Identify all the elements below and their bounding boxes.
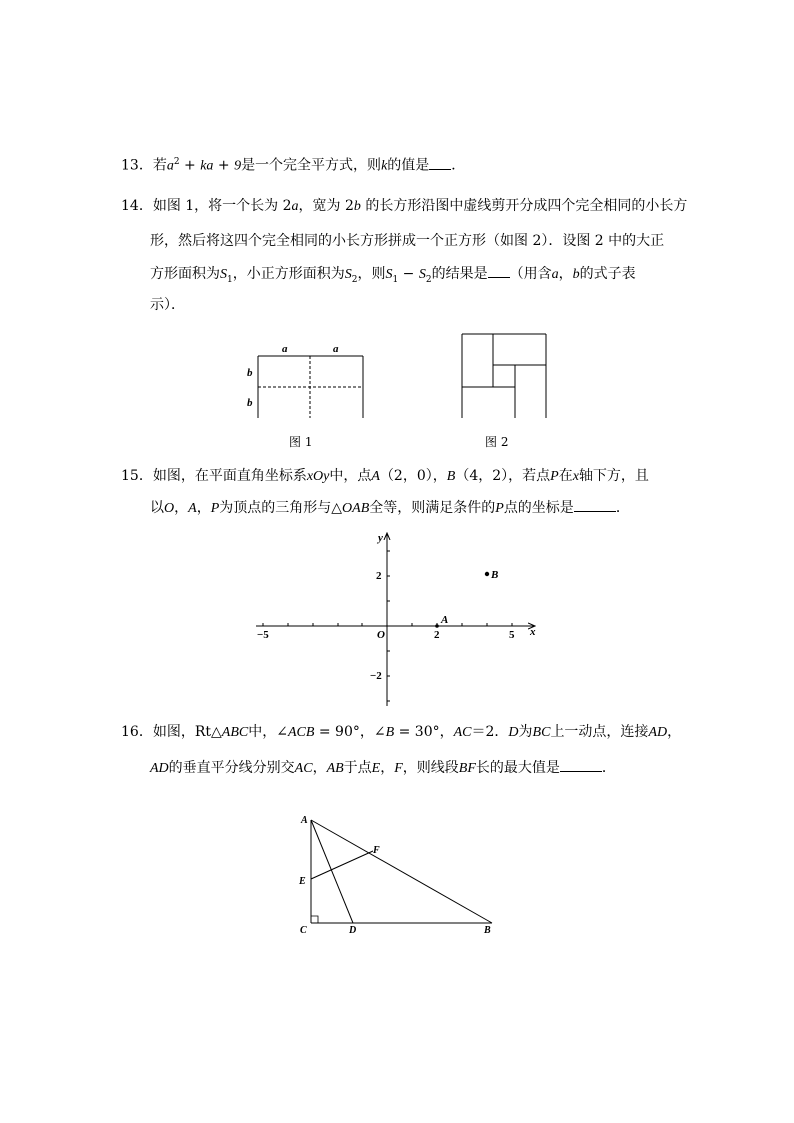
vertex-c-label: C: [300, 925, 307, 936]
figure-1-caption: 图 1: [289, 435, 313, 449]
tick-label-x5: 5: [509, 629, 515, 641]
question-14-line-4: 示）．: [150, 297, 185, 313]
coordinate-graph: [250, 528, 550, 712]
point-a-label: A: [441, 614, 449, 626]
label-a-right: a: [333, 343, 339, 355]
question-15-line-1: 15．如图，在平面直角坐标系xOy中，点A（2，0），B（4，2），若点P在x轴下方，且: [121, 468, 649, 484]
segment-ab: [311, 820, 492, 923]
question-14-line-3: 方形面积为$S_1$，小正方形面积为$S_2$，则$S_1 - S_2$的结果是 （用含a，b的式子表: [150, 266, 636, 285]
point-d-label: D: [349, 925, 357, 936]
answer-blank[interactable]: [560, 758, 602, 772]
tick-label-neg5: −5: [257, 629, 269, 641]
question-15-line-2: 以O，A，P为顶点的三角形与△OAB全等，则满足条件的P点的坐标是 ．: [150, 500, 630, 516]
x-axis-label: x: [530, 626, 536, 638]
segment-ad: [311, 820, 353, 923]
y-axis-label: y: [378, 532, 383, 544]
figure-1: [240, 338, 370, 420]
question-number: 15．: [121, 468, 153, 484]
point-f-label: F: [373, 845, 380, 856]
figure-2-caption: 图 2: [485, 435, 509, 449]
vertex-a-label: A: [301, 815, 308, 826]
question-16-line-1: 16．如图，Rt△ABC中，∠ACB = 90°，∠B = 30°，AC＝2．D为BC上一动点，连接AD，: [121, 724, 682, 740]
question-14-line-2: 形，然后将这四个完全相同的小长方形拼成一个正方形（如图 2）．设图 2 中的大正: [150, 233, 665, 249]
label-b-bottom: b: [247, 397, 253, 409]
question-number: 14．: [121, 198, 153, 214]
origin-label: O: [377, 629, 385, 641]
point-b-label: B: [491, 569, 499, 581]
point-b: [485, 572, 489, 576]
tick-label-x2: 2: [434, 629, 440, 641]
point-e-label: E: [299, 876, 306, 887]
segment-ef: [311, 851, 373, 879]
question-14-line-1: 14．如图 1，将一个长为 2a，宽为 2b 的长方形沿图中虚线剪开分成四个完全相同的小长方: [121, 198, 688, 214]
question-number: 13．: [121, 157, 153, 174]
triangle-figure: [295, 812, 505, 938]
answer-blank[interactable]: [488, 264, 510, 278]
tick-label-yneg2: −2: [370, 670, 382, 682]
answer-blank[interactable]: [574, 498, 616, 512]
figure-2: [460, 332, 550, 422]
answer-blank[interactable]: [429, 156, 451, 170]
right-angle-mark: [311, 916, 318, 923]
question-number: 16．: [121, 724, 153, 740]
question-13: 13．若$a^2$ + ka + 9是一个完全平方式，则k的值是 ．: [121, 157, 466, 174]
vertex-b-label: B: [484, 925, 491, 936]
point-a: [435, 624, 439, 628]
question-16-line-2: AD的垂直平分线分别交AC，AB于点E，F，则线段BF长的最大值是 ．: [150, 760, 616, 776]
tick-label-y2: 2: [376, 570, 382, 582]
label-b-top: b: [247, 367, 253, 379]
label-a-left: a: [282, 343, 288, 355]
